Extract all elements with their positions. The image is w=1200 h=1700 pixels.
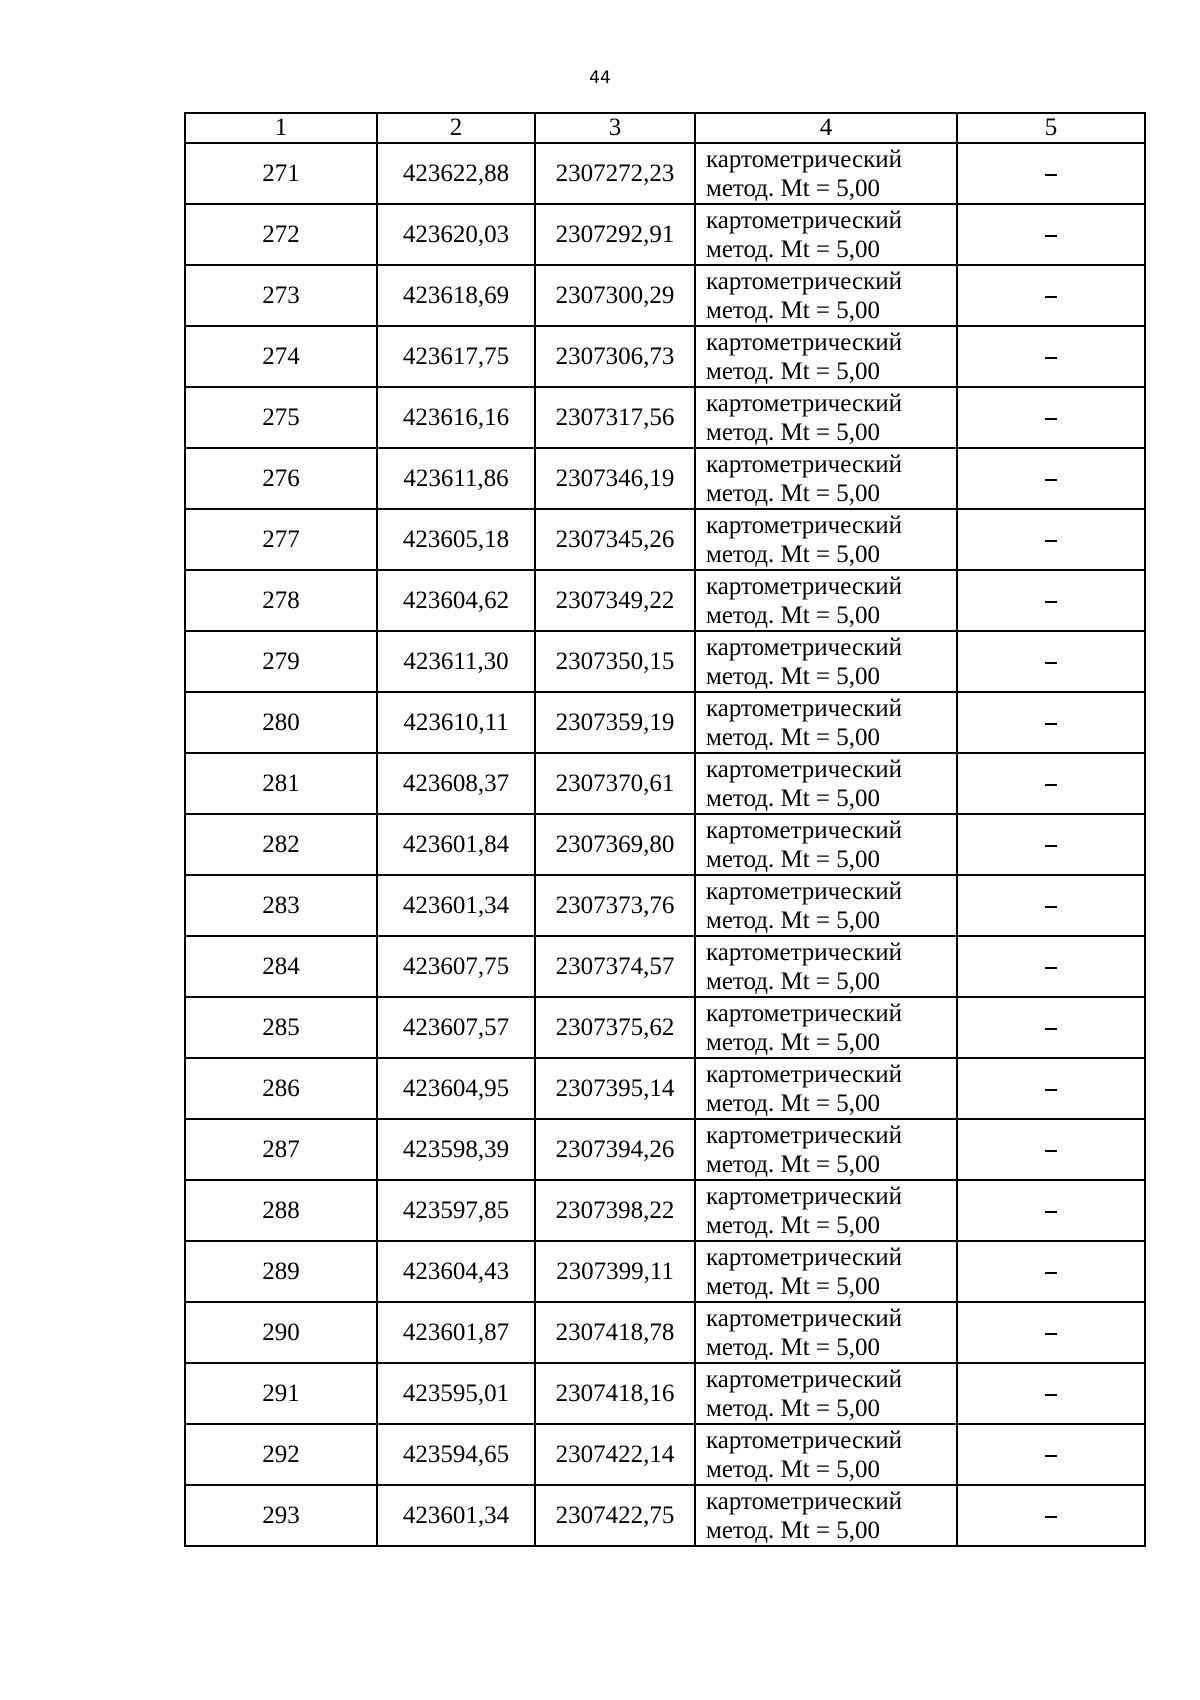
table-row <box>185 753 1145 814</box>
point-number-cell: 280 <box>185 692 377 753</box>
page-number: 44 <box>589 68 611 88</box>
method-line-1: картометрический <box>706 1365 902 1393</box>
table-header <box>185 113 1145 143</box>
y-coordinate-cell: 2307418,78 <box>535 1302 695 1363</box>
coordinates-table <box>184 112 1146 1547</box>
y-coordinate-cell: 2307359,19 <box>535 692 695 753</box>
table-row <box>185 265 1145 326</box>
method-line-1: картометрический <box>706 145 902 173</box>
note-cell <box>957 1485 1145 1546</box>
note-cell <box>957 326 1145 387</box>
note-cell <box>957 387 1145 448</box>
y-coordinate-cell: 2307422,14 <box>535 1424 695 1485</box>
note-cell <box>957 265 1145 326</box>
method-line-2: метод. Mt = 5,00 <box>706 235 881 263</box>
method-line-2: метод. Mt = 5,00 <box>706 1333 881 1361</box>
method-cell <box>695 753 957 814</box>
y-coordinate-cell: 2307349,22 <box>535 570 695 631</box>
dash-mark <box>1045 418 1057 420</box>
method-line-1: картометрический <box>706 267 902 295</box>
y-coordinate-cell: 2307398,22 <box>535 1180 695 1241</box>
dash-mark <box>1045 540 1057 542</box>
dash-mark <box>1045 296 1057 298</box>
method-line-2: метод. Mt = 5,00 <box>706 906 881 934</box>
note-cell <box>957 631 1145 692</box>
x-coordinate-cell: 423620,03 <box>377 204 535 265</box>
method-line-1: картометрический <box>706 1121 902 1149</box>
table-row <box>185 1363 1145 1424</box>
method-cell <box>695 692 957 753</box>
point-number-cell: 276 <box>185 448 377 509</box>
y-coordinate-cell: 2307346,19 <box>535 448 695 509</box>
y-coordinate-cell: 2307370,61 <box>535 753 695 814</box>
x-coordinate-cell: 423604,95 <box>377 1058 535 1119</box>
note-cell <box>957 1119 1145 1180</box>
point-number-cell: 290 <box>185 1302 377 1363</box>
table-row <box>185 875 1145 936</box>
method-line-1: картометрический <box>706 1060 902 1088</box>
dash-mark <box>1045 601 1057 603</box>
note-cell <box>957 814 1145 875</box>
point-number-cell: 282 <box>185 814 377 875</box>
table-row <box>185 1058 1145 1119</box>
point-number-cell: 291 <box>185 1363 377 1424</box>
method-cell <box>695 326 957 387</box>
point-number-cell: 292 <box>185 1424 377 1485</box>
method-line-2: метод. Mt = 5,00 <box>706 418 881 446</box>
note-cell <box>957 1241 1145 1302</box>
method-line-1: картометрический <box>706 999 902 1027</box>
x-coordinate-cell: 423601,34 <box>377 875 535 936</box>
y-coordinate-cell: 2307373,76 <box>535 875 695 936</box>
x-coordinate-cell: 423610,11 <box>377 692 535 753</box>
method-line-2: метод. Mt = 5,00 <box>706 479 881 507</box>
table-row <box>185 1485 1145 1546</box>
note-cell <box>957 448 1145 509</box>
method-line-1: картометрический <box>706 1304 902 1332</box>
y-coordinate-cell: 2307350,15 <box>535 631 695 692</box>
note-cell <box>957 143 1145 204</box>
point-number-cell: 285 <box>185 997 377 1058</box>
table-row <box>185 326 1145 387</box>
dash-mark <box>1045 662 1057 664</box>
x-coordinate-cell: 423601,34 <box>377 1485 535 1546</box>
point-number-cell: 278 <box>185 570 377 631</box>
point-number-cell: 274 <box>185 326 377 387</box>
method-line-1: картометрический <box>706 938 902 966</box>
dash-mark <box>1045 906 1057 908</box>
table-row <box>185 814 1145 875</box>
table-row <box>185 936 1145 997</box>
method-line-2: метод. Mt = 5,00 <box>706 845 881 873</box>
method-cell <box>695 204 957 265</box>
note-cell <box>957 509 1145 570</box>
point-number-cell: 271 <box>185 143 377 204</box>
table-row <box>185 448 1145 509</box>
method-line-1: картометрический <box>706 1487 902 1515</box>
table-row <box>185 631 1145 692</box>
y-coordinate-cell: 2307375,62 <box>535 997 695 1058</box>
note-cell <box>957 1302 1145 1363</box>
point-number-cell: 283 <box>185 875 377 936</box>
table-row <box>185 997 1145 1058</box>
table-row <box>185 1241 1145 1302</box>
y-coordinate-cell: 2307369,80 <box>535 814 695 875</box>
header-row <box>185 113 1145 143</box>
dash-mark <box>1045 784 1057 786</box>
method-cell <box>695 814 957 875</box>
method-cell <box>695 1363 957 1424</box>
point-number-cell: 287 <box>185 1119 377 1180</box>
x-coordinate-cell: 423594,65 <box>377 1424 535 1485</box>
table-row <box>185 1302 1145 1363</box>
note-cell <box>957 1058 1145 1119</box>
table-body <box>185 143 1145 1546</box>
dash-mark <box>1045 1455 1057 1457</box>
y-coordinate-cell: 2307418,16 <box>535 1363 695 1424</box>
dash-mark <box>1045 1028 1057 1030</box>
point-number-cell: 272 <box>185 204 377 265</box>
table-row <box>185 1424 1145 1485</box>
method-line-1: картометрический <box>706 877 902 905</box>
method-cell <box>695 1302 957 1363</box>
table-row <box>185 1180 1145 1241</box>
method-cell <box>695 265 957 326</box>
method-cell <box>695 631 957 692</box>
x-coordinate-cell: 423616,16 <box>377 387 535 448</box>
method-cell <box>695 1058 957 1119</box>
note-cell <box>957 753 1145 814</box>
method-line-2: метод. Mt = 5,00 <box>706 540 881 568</box>
method-line-1: картометрический <box>706 1426 902 1454</box>
method-cell <box>695 1119 957 1180</box>
dash-mark <box>1045 235 1057 237</box>
column-header-2: 2 <box>377 113 535 143</box>
point-number-cell: 293 <box>185 1485 377 1546</box>
method-cell <box>695 936 957 997</box>
note-cell <box>957 1424 1145 1485</box>
dash-mark <box>1045 479 1057 481</box>
method-line-2: метод. Mt = 5,00 <box>706 357 881 385</box>
dash-mark <box>1045 174 1057 176</box>
dash-mark <box>1045 1089 1057 1091</box>
method-line-2: метод. Mt = 5,00 <box>706 1272 881 1300</box>
method-line-2: метод. Mt = 5,00 <box>706 1028 881 1056</box>
x-coordinate-cell: 423607,75 <box>377 936 535 997</box>
point-number-cell: 284 <box>185 936 377 997</box>
y-coordinate-cell: 2307306,73 <box>535 326 695 387</box>
method-cell <box>695 1180 957 1241</box>
method-line-2: метод. Mt = 5,00 <box>706 601 881 629</box>
method-line-2: метод. Mt = 5,00 <box>706 1150 881 1178</box>
table-row <box>185 692 1145 753</box>
point-number-cell: 281 <box>185 753 377 814</box>
note-cell <box>957 1180 1145 1241</box>
point-number-cell: 279 <box>185 631 377 692</box>
method-line-2: метод. Mt = 5,00 <box>706 723 881 751</box>
x-coordinate-cell: 423607,57 <box>377 997 535 1058</box>
method-line-1: картометрический <box>706 694 902 722</box>
method-line-1: картометрический <box>706 1182 902 1210</box>
method-line-1: картометрический <box>706 389 902 417</box>
x-coordinate-cell: 423604,43 <box>377 1241 535 1302</box>
method-cell <box>695 509 957 570</box>
x-coordinate-cell: 423611,30 <box>377 631 535 692</box>
method-line-2: метод. Mt = 5,00 <box>706 1089 881 1117</box>
column-header-1: 1 <box>185 113 377 143</box>
y-coordinate-cell: 2307374,57 <box>535 936 695 997</box>
method-cell <box>695 1241 957 1302</box>
column-header-4: 4 <box>695 113 957 143</box>
x-coordinate-cell: 423618,69 <box>377 265 535 326</box>
y-coordinate-cell: 2307292,91 <box>535 204 695 265</box>
point-number-cell: 275 <box>185 387 377 448</box>
y-coordinate-cell: 2307272,23 <box>535 143 695 204</box>
method-cell <box>695 448 957 509</box>
x-coordinate-cell: 423601,84 <box>377 814 535 875</box>
y-coordinate-cell: 2307300,29 <box>535 265 695 326</box>
y-coordinate-cell: 2307317,56 <box>535 387 695 448</box>
method-line-2: метод. Mt = 5,00 <box>706 967 881 995</box>
method-line-1: картометрический <box>706 755 902 783</box>
note-cell <box>957 875 1145 936</box>
method-line-2: метод. Mt = 5,00 <box>706 1455 881 1483</box>
method-line-1: картометрический <box>706 1243 902 1271</box>
point-number-cell: 288 <box>185 1180 377 1241</box>
method-line-2: метод. Mt = 5,00 <box>706 1211 881 1239</box>
column-header-5: 5 <box>957 113 1145 143</box>
y-coordinate-cell: 2307422,75 <box>535 1485 695 1546</box>
point-number-cell: 286 <box>185 1058 377 1119</box>
dash-mark <box>1045 967 1057 969</box>
method-line-2: метод. Mt = 5,00 <box>706 296 881 324</box>
y-coordinate-cell: 2307399,11 <box>535 1241 695 1302</box>
method-cell <box>695 143 957 204</box>
method-cell <box>695 1424 957 1485</box>
dash-mark <box>1045 1333 1057 1335</box>
note-cell <box>957 936 1145 997</box>
dash-mark <box>1045 1394 1057 1396</box>
point-number-cell: 277 <box>185 509 377 570</box>
dash-mark <box>1045 1150 1057 1152</box>
table-row <box>185 387 1145 448</box>
method-line-1: картометрический <box>706 816 902 844</box>
method-line-2: метод. Mt = 5,00 <box>706 784 881 812</box>
x-coordinate-cell: 423622,88 <box>377 143 535 204</box>
y-coordinate-cell: 2307395,14 <box>535 1058 695 1119</box>
dash-mark <box>1045 845 1057 847</box>
note-cell <box>957 570 1145 631</box>
note-cell <box>957 204 1145 265</box>
dash-mark <box>1045 1211 1057 1213</box>
method-line-1: картометрический <box>706 328 902 356</box>
method-line-2: метод. Mt = 5,00 <box>706 1516 881 1544</box>
dash-mark <box>1045 1272 1057 1274</box>
dash-mark <box>1045 723 1057 725</box>
method-line-1: картометрический <box>706 206 902 234</box>
y-coordinate-cell: 2307345,26 <box>535 509 695 570</box>
method-cell <box>695 997 957 1058</box>
column-header-3: 3 <box>535 113 695 143</box>
method-line-2: метод. Mt = 5,00 <box>706 174 881 202</box>
table-row <box>185 570 1145 631</box>
y-coordinate-cell: 2307394,26 <box>535 1119 695 1180</box>
point-number-cell: 289 <box>185 1241 377 1302</box>
method-line-1: картометрический <box>706 511 902 539</box>
note-cell <box>957 1363 1145 1424</box>
method-cell <box>695 1485 957 1546</box>
table-row <box>185 509 1145 570</box>
method-line-2: метод. Mt = 5,00 <box>706 662 881 690</box>
x-coordinate-cell: 423605,18 <box>377 509 535 570</box>
method-cell <box>695 570 957 631</box>
x-coordinate-cell: 423597,85 <box>377 1180 535 1241</box>
x-coordinate-cell: 423617,75 <box>377 326 535 387</box>
note-cell <box>957 692 1145 753</box>
method-line-1: картометрический <box>706 633 902 661</box>
method-cell <box>695 875 957 936</box>
point-number-cell: 273 <box>185 265 377 326</box>
x-coordinate-cell: 423608,37 <box>377 753 535 814</box>
x-coordinate-cell: 423604,62 <box>377 570 535 631</box>
method-line-1: картометрический <box>706 572 902 600</box>
dash-mark <box>1045 1516 1057 1518</box>
table-row <box>185 1119 1145 1180</box>
x-coordinate-cell: 423601,87 <box>377 1302 535 1363</box>
method-cell <box>695 387 957 448</box>
x-coordinate-cell: 423595,01 <box>377 1363 535 1424</box>
note-cell <box>957 997 1145 1058</box>
method-line-2: метод. Mt = 5,00 <box>706 1394 881 1422</box>
table-row <box>185 143 1145 204</box>
method-line-1: картометрический <box>706 450 902 478</box>
x-coordinate-cell: 423598,39 <box>377 1119 535 1180</box>
x-coordinate-cell: 423611,86 <box>377 448 535 509</box>
dash-mark <box>1045 357 1057 359</box>
table-row <box>185 204 1145 265</box>
